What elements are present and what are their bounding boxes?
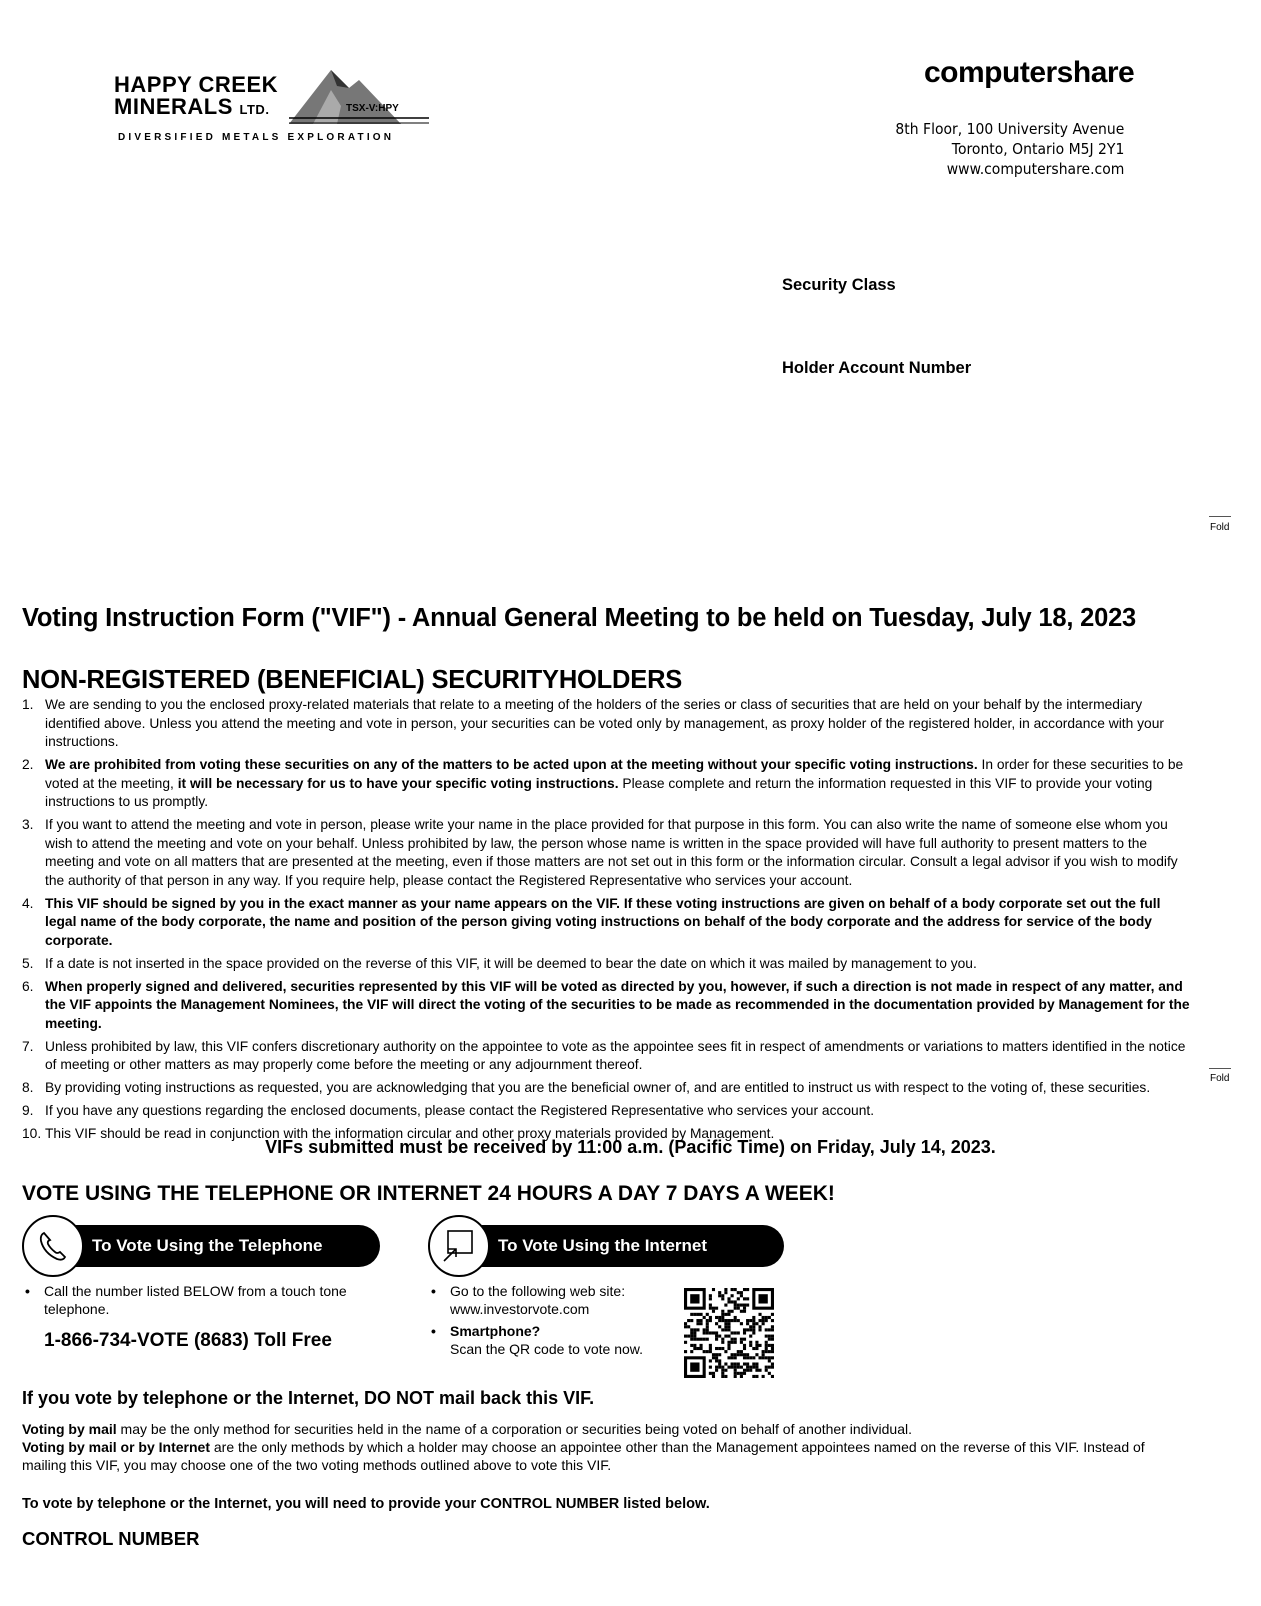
internet-instructions: • Go to the following web site: www.investorvote.com • Smartphone? Scan the QR code to vote now. <box>431 1283 644 1357</box>
list-item-text: Please complete and return the information requested in this VIF to provide your voting instructions to us promptly. <box>45 775 1153 809</box>
list-item-text: If a date is not inserted in the space provided on the reverse of this VIF, it will be deemed to bear the date on which it was mailed by management to you. <box>45 955 977 971</box>
telephone-heading: To Vote Using the Telephone <box>92 1236 323 1255</box>
holder-account-label: Holder Account Number <box>782 359 972 377</box>
list-item-text: By providing voting instructions as requested, you are acknowledging that you are the beneficial owner of, and are entitled to instruct us with respect to the voting of, these securities. <box>45 1080 1151 1095</box>
telephone-banner <box>40 1225 380 1267</box>
list-item-number: 8. <box>22 1080 34 1095</box>
list-item <box>22 1079 1192 1098</box>
form-title: Voting Instruction Form ("VIF") - Annual General Meeting to be held on Tuesday, July 18, 2023 <box>22 604 1137 632</box>
address-line: www.computershare.com <box>946 160 1124 178</box>
mail-info-bold: Voting by mail <box>22 1421 117 1437</box>
internet-cursor-icon <box>428 1215 490 1277</box>
control-number-note: To vote by telephone or the Internet, you will need to provide your CONTROL NUMBER listed below. <box>22 1496 710 1512</box>
security-class-label: Security Class <box>782 276 896 294</box>
list-item-text: When properly signed and delivered, securities represented by this VIF will be voted as directed by you, however, if such a direction is not made in respect of any matter, and the VIF appoints the Management Nominees, the VIF will direct the voting of the securities to be made as recommended in the documentation provided by Management for the meeting. <box>45 978 1190 1031</box>
list-item <box>22 696 1192 752</box>
list-item-number: 3. <box>22 817 34 832</box>
list-item-text: Unless prohibited by law, this VIF confers discretionary authority on the appointee to vote as the appointee sees fit in respect of amendments or variations to matters identified in the notice of meeting or other matters as may properly come before the meeting or any adjournment thereof. <box>45 1038 1186 1072</box>
company-name-line2: MINERALS LTD. <box>114 94 270 119</box>
fold-label: Fold <box>1210 1073 1230 1084</box>
section-title: NON-REGISTERED (BENEFICIAL) SECURITYHOLDERS <box>22 666 683 694</box>
company-logo <box>114 66 444 146</box>
instructions-list <box>22 696 1192 1148</box>
fold-line <box>1209 1068 1231 1069</box>
company-name-line1: HAPPY CREEK <box>114 72 279 97</box>
list-item-text: We are sending to you the enclosed proxy-related materials that relate to a meeting of the holders of the series or class of securities that are held on your behalf by the intermediary identified above. Unless you attend the meeting and vote in person, your securities can be voted only by management, as proxy holder of the registered holder, in accordance with your instructions. <box>45 697 1164 749</box>
list-item <box>22 1102 1192 1121</box>
fold-line <box>1209 516 1231 517</box>
agent-address <box>870 119 1124 179</box>
list-item-number: 10. <box>22 1126 42 1141</box>
list-item-text: If you have any questions regarding the enclosed documents, please contact the Registered Representative who services your account. <box>45 1103 875 1118</box>
list-item <box>22 816 1192 890</box>
list-item <box>22 978 1192 1034</box>
list-item-number: 4. <box>22 895 34 911</box>
phone-icon <box>22 1215 84 1277</box>
list-item-text: This VIF should be signed by you in the exact manner as your name appears on the VIF. If these voting instructions are given on behalf of a body corporate set out the full legal name of the body corporate, the name and position of the person giving voting instructions on behalf of the body corporate and the address for service of the body corporate. <box>45 895 1161 948</box>
list-item-text: it will be necessary for us to have your specific voting instructions. <box>177 775 619 791</box>
address-line: 8th Floor, 100 University Avenue <box>895 120 1124 138</box>
list-item-text: This VIF should be read in conjunction with the information circular and other proxy materials provided by Management. <box>45 1126 775 1141</box>
do-not-mail-notice: If you vote by telephone or the Internet, DO NOT mail back this VIF. <box>22 1388 595 1408</box>
list-item-text: If you want to attend the meeting and vote in person, please write your name in the place provided for that purpose in this form. You can also write the name of someone else whom you wish to attend the meeting and vote on your behalf. Unless prohibited by law, the person whose name is written in the space provided will have full authority to present matters to the meeting and vote on all matters that are presented at the meeting, even if those matters are not set out in this form or the information circular. Consult a legal advisor if you wish to modify the authority of that person in any way. If you require help, please contact the Registered Representative who services your account. <box>45 817 1178 888</box>
list-item-number: 7. <box>22 1038 34 1054</box>
list-item-number: 6. <box>22 978 34 994</box>
internet-heading: To Vote Using the Internet <box>498 1236 708 1255</box>
list-item-number: 5. <box>22 955 34 971</box>
list-item <box>22 895 1192 951</box>
mail-info-bold: Voting by mail or by Internet <box>22 1439 210 1455</box>
internet-url[interactable]: www.investorvote.com <box>450 1301 590 1317</box>
deadline-notice: VIFs submitted must be received by 11:00 a.m. (Pacific Time) on Friday, July 14, 2023. <box>265 1137 996 1157</box>
list-item-text: We are prohibited from voting these securities on any of the matters to be acted upon at the meeting without your specific voting instructions. <box>45 757 978 772</box>
fold-label: Fold <box>1210 522 1230 533</box>
mountain-logo-icon <box>279 66 444 126</box>
list-item-number: 1. <box>22 697 34 712</box>
internet-instruction: Go to the following web site: <box>450 1283 626 1299</box>
address-line: Toronto, Ontario M5J 2Y1 <box>951 140 1124 158</box>
mail-info-text: may be the only method for securities held in the name of a corporation or securities being voted on behalf of another individual. <box>116 1421 913 1437</box>
internet-banner <box>446 1225 784 1267</box>
list-item-text: In order for these securities to be voted at the meeting, <box>45 757 1184 791</box>
smartphone-label: Smartphone? <box>450 1323 541 1339</box>
company-tagline: DIVERSIFIED METALS EXPLORATION <box>118 132 395 143</box>
mail-voting-info <box>22 1420 1192 1474</box>
mail-info-text: are the only methods by which a holder may choose an appointee other than the Management appointees named on the reverse of this VIF. Instead of mailing this VIF, you may choose one of the two voting methods outlined above to vote this VIF. <box>22 1439 1145 1473</box>
telephone-instruction: Call the number listed BELOW from a touch tone telephone. <box>44 1283 347 1317</box>
vote-heading: VOTE USING THE TELEPHONE OR INTERNET 24 HOURS A DAY 7 DAYS A WEEK! <box>22 1182 835 1205</box>
list-item <box>22 756 1192 812</box>
telephone-instructions: • Call the number listed BELOW from a touch tone telephone. <box>25 1283 347 1317</box>
telephone-number[interactable]: 1-866-734-VOTE (8683) Toll Free <box>44 1330 332 1351</box>
list-item <box>22 1038 1192 1075</box>
qr-code-icon[interactable] <box>684 1288 774 1378</box>
list-item-number: 9. <box>22 1103 34 1118</box>
list-item-number: 2. <box>22 757 34 772</box>
smartphone-text: Scan the QR code to vote now. <box>450 1341 644 1357</box>
computershare-logo: computershare <box>924 56 1135 89</box>
ticker-symbol: TSX-V:HPY <box>346 103 399 114</box>
control-number-label: CONTROL NUMBER <box>22 1528 200 1549</box>
list-item <box>22 955 1192 974</box>
